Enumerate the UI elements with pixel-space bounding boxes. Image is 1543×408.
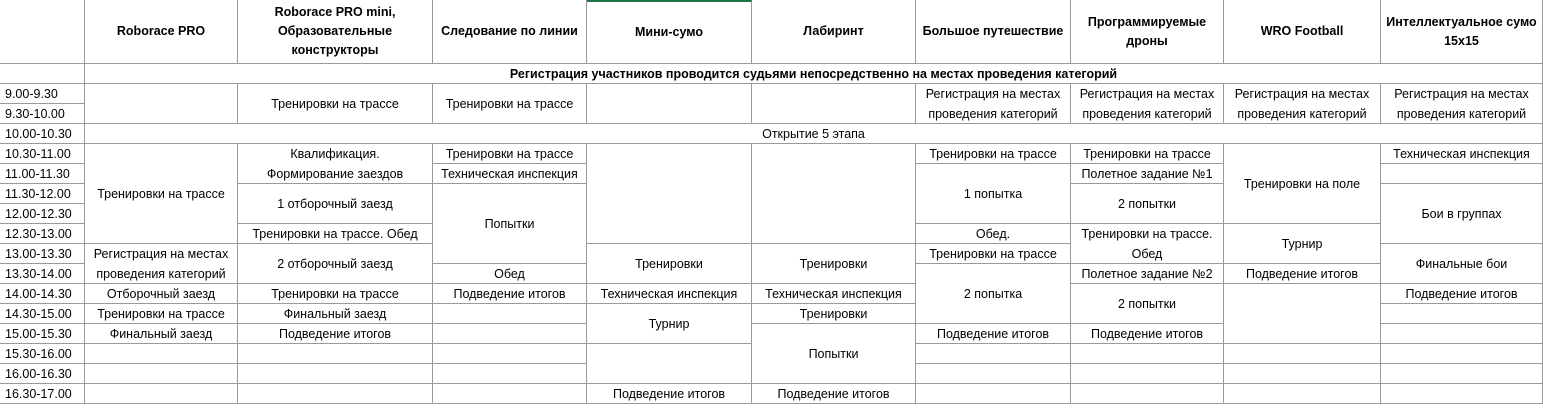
c5-results-text: Подведение итогов (777, 386, 890, 401)
c6-empty[interactable] (916, 384, 1071, 404)
c4-tournament[interactable] (587, 304, 752, 344)
time-cell-text: 12.00-12.30 (5, 206, 72, 221)
c7-training-1030-text: Тренировки на трассе (1083, 146, 1211, 161)
c7-registration-text: проведения категорий (1082, 106, 1212, 121)
c8-tournament-text: Турнир (1281, 236, 1323, 251)
c6-registration-text: Регистрация на местах (925, 86, 1061, 101)
c7-attempts-1[interactable] (1071, 184, 1224, 224)
c4-blank-mid[interactable] (587, 144, 752, 244)
time-cell-text: 9.00-9.30 (5, 86, 58, 101)
time-cell[interactable] (0, 384, 85, 404)
c3-empty[interactable] (433, 344, 587, 364)
c8-blank[interactable] (1224, 284, 1381, 344)
c7-flight-task-1[interactable] (1071, 164, 1224, 184)
registration-banner[interactable] (85, 64, 1543, 84)
c3-training-900-text: Тренировки на трассе (445, 96, 574, 111)
c4-training[interactable] (587, 244, 752, 284)
header-wro-football-text: WRO Football (1260, 24, 1344, 38)
header-big-journey-text: Большое путешествие (922, 24, 1064, 38)
c9-inspection-text: Техническая инспекция (1393, 146, 1530, 161)
c7-results[interactable] (1071, 324, 1224, 344)
c9-empty[interactable] (1381, 164, 1543, 184)
c2-qualification-text: Формирование заездов (266, 166, 404, 181)
c4-empty[interactable] (587, 344, 752, 384)
time-cell[interactable] (0, 304, 85, 324)
header-intellectual-sumo[interactable] (1381, 0, 1543, 64)
c1-empty[interactable] (85, 344, 238, 364)
c4-blank-top[interactable] (587, 84, 752, 124)
c9-empty[interactable] (1381, 324, 1543, 344)
c5-training-1430-text: Тренировки (799, 306, 868, 321)
c9-empty[interactable] (1381, 364, 1543, 384)
c9-final-fights-text: Финальные бои (1415, 256, 1508, 271)
c1-training-1030-text: Тренировки на трассе (97, 186, 225, 201)
time-cell[interactable] (0, 104, 85, 124)
time-cell-text: 14.30-15.00 (5, 306, 72, 321)
c9-group-fights-text: Бои в группах (1421, 206, 1502, 221)
c2-results-text: Подведение итогов (278, 326, 392, 341)
c8-registration[interactable] (1224, 84, 1381, 124)
c9-results[interactable] (1381, 284, 1543, 304)
time-cell-text: 14.00-14.30 (5, 286, 72, 301)
c3-empty[interactable] (433, 324, 587, 344)
opening-cell[interactable] (85, 124, 1543, 144)
c2-empty[interactable] (238, 364, 433, 384)
c7-empty[interactable] (1071, 364, 1224, 384)
c1-qualifying-heat-text: Отборочный заезд (106, 286, 216, 301)
c8-empty[interactable] (1224, 364, 1381, 384)
c7-training-1030[interactable] (1071, 144, 1224, 164)
c3-empty[interactable] (433, 364, 587, 384)
c1-final-heat-text: Финальный заезд (109, 326, 213, 341)
c6-attempt-2[interactable] (916, 264, 1071, 324)
c9-registration[interactable] (1381, 84, 1543, 124)
c5-training-1430[interactable] (752, 304, 916, 324)
c7-attempts-2-text: 2 попытки (1117, 296, 1177, 311)
header-big-journey[interactable] (916, 0, 1071, 64)
c7-registration[interactable] (1071, 84, 1224, 124)
header-wro-football[interactable] (1224, 0, 1381, 64)
c6-lunch-text: Обед. (975, 226, 1011, 241)
c2-training-900[interactable] (238, 84, 433, 124)
c4-results-text: Подведение итогов (612, 386, 726, 401)
c3-inspection[interactable] (433, 164, 587, 184)
c2-qualification[interactable] (238, 144, 433, 184)
c6-attempt-2-text: 2 попытка (963, 286, 1023, 301)
c1-training-1430[interactable] (85, 304, 238, 324)
time-cell[interactable] (0, 124, 85, 144)
c7-empty[interactable] (1071, 344, 1224, 364)
c6-registration[interactable] (916, 84, 1071, 124)
c9-group-fights[interactable] (1381, 184, 1543, 244)
c6-registration-text: проведения категорий (928, 106, 1058, 121)
header-line-following-text: Следование по линии (441, 24, 578, 38)
c9-final-fights[interactable] (1381, 244, 1543, 284)
c8-training-field-text: Тренировки на поле (1243, 176, 1361, 191)
c8-results[interactable] (1224, 264, 1381, 284)
c6-training-1030[interactable] (916, 144, 1071, 164)
time-cell[interactable] (0, 264, 85, 284)
time-cell-text: 13.30-14.00 (5, 266, 72, 281)
c4-inspection[interactable] (587, 284, 752, 304)
c1-empty[interactable] (85, 364, 238, 384)
header-roborace-pro-text: Roborace PRO (116, 24, 206, 38)
c1-training-1030[interactable] (85, 144, 238, 244)
time-cell[interactable] (0, 84, 85, 104)
c4-tournament-text: Турнир (648, 316, 690, 331)
c2-final-heat[interactable] (238, 304, 433, 324)
header-drones[interactable] (1071, 0, 1224, 64)
time-cell-text: 10.30-11.00 (5, 146, 71, 161)
c7-attempts-1-text: 2 попытки (1117, 196, 1177, 211)
time-cell-text: 13.00-13.30 (5, 246, 72, 261)
c8-empty[interactable] (1224, 344, 1381, 364)
c5-inspection[interactable] (752, 284, 916, 304)
c1-registration[interactable] (85, 244, 238, 284)
time-cell[interactable] (0, 224, 85, 244)
time-cell[interactable] (0, 284, 85, 304)
c5-blank-mid[interactable] (752, 144, 916, 244)
c3-empty[interactable] (433, 384, 587, 404)
c3-lunch-text: Обед (494, 266, 525, 281)
c9-empty[interactable] (1381, 384, 1543, 404)
header-mini-sumo[interactable] (587, 0, 752, 64)
time-cell-text: 9.30-10.00 (5, 106, 65, 121)
registration-banner-text: Регистрация участников проводится судьями непосредственно на местах проведения категорий (509, 66, 1118, 81)
c7-results-text: Подведение итогов (1090, 326, 1204, 341)
c2-heat-1-text: 1 отборочный заезд (277, 196, 393, 211)
header-roborace-pro[interactable] (85, 0, 238, 64)
c3-training-1030-text: Тренировки на трассе (445, 146, 574, 161)
header-line-following[interactable] (433, 0, 587, 64)
c7-flight-task-1-text: Полетное задание №1 (1081, 166, 1213, 181)
c9-inspection[interactable] (1381, 144, 1543, 164)
header-mini-sumo-text: Мини-сумо (635, 25, 703, 39)
c5-attempts[interactable] (752, 324, 916, 384)
c1-registration-text: Регистрация на местах (93, 246, 229, 261)
c1-registration-text: проведения категорий (96, 266, 226, 281)
c3-attempts[interactable] (433, 184, 587, 264)
c7-attempts-2[interactable] (1071, 284, 1224, 324)
c5-training-1300-text: Тренировки (799, 256, 868, 271)
c7-registration-text: Регистрация на местах (1079, 86, 1215, 101)
header-intellectual-sumo-text: Интеллектуальное сумо 15х15 (1386, 14, 1537, 48)
c6-lunch[interactable] (916, 224, 1071, 244)
c1-blank-top[interactable] (85, 84, 238, 124)
c8-registration-text: Регистрация на местах (1234, 86, 1370, 101)
c1-final-heat[interactable] (85, 324, 238, 344)
c8-tournament[interactable] (1224, 224, 1381, 264)
c2-training-900-text: Тренировки на трассе (271, 96, 399, 111)
c7-training-lunch-text: Тренировки на трассе. (1081, 226, 1213, 241)
c2-empty[interactable] (238, 344, 433, 364)
c3-attempts-text: Попытки (484, 216, 535, 231)
time-cell-text: 10.00-10.30 (5, 126, 72, 141)
header-labyrinth[interactable] (752, 0, 916, 64)
c9-empty[interactable] (1381, 304, 1543, 324)
time-cell-text: 16.00-16.30 (5, 366, 72, 381)
time-cell-text: 12.30-13.00 (5, 226, 72, 241)
c5-inspection-text: Техническая инспекция (765, 286, 902, 301)
c3-results[interactable] (433, 284, 587, 304)
c4-training-text: Тренировки (635, 256, 703, 271)
c2-heat-2[interactable] (238, 244, 433, 284)
time-cell-text: 16.30-17.00 (5, 386, 72, 401)
c3-inspection-text: Техническая инспекция (441, 166, 578, 181)
c6-attempt-1-text: 1 попытка (963, 186, 1023, 201)
c6-attempt-1[interactable] (916, 164, 1071, 224)
c6-empty[interactable] (916, 344, 1071, 364)
c1-training-1430-text: Тренировки на трассе (97, 306, 225, 321)
c3-results-text: Подведение итогов (453, 286, 566, 301)
c2-training-1400-text: Тренировки на трассе (271, 286, 399, 301)
time-cell-text: 11.30-12.00 (5, 186, 71, 201)
c2-heat-2-text: 2 отборочный заезд (277, 256, 393, 271)
c6-results[interactable] (916, 324, 1071, 344)
c7-training-lunch[interactable] (1071, 224, 1224, 264)
c8-training-field[interactable] (1224, 144, 1381, 224)
c2-training-lunch[interactable] (238, 224, 433, 244)
c5-results[interactable] (752, 384, 916, 404)
c2-qualification-text: Квалификация. (290, 146, 380, 161)
c4-results[interactable] (587, 384, 752, 404)
c3-training-1030[interactable] (433, 144, 587, 164)
time-cell-text: 11.00-11.30 (5, 166, 70, 181)
c9-results-text: Подведение итогов (1405, 286, 1518, 301)
c8-results-text: Подведение итогов (1245, 266, 1359, 281)
c4-inspection-text: Техническая инспекция (600, 286, 738, 301)
time-cell[interactable] (0, 144, 85, 164)
c7-flight-task-2-text: Полетное задание №2 (1081, 266, 1213, 281)
c2-final-heat-text: Финальный заезд (283, 306, 387, 321)
c7-empty[interactable] (1071, 384, 1224, 404)
c3-empty[interactable] (433, 304, 587, 324)
c2-heat-1[interactable] (238, 184, 433, 224)
c2-training-1400[interactable] (238, 284, 433, 304)
header-labyrinth-text: Лабиринт (803, 24, 864, 38)
c8-registration-text: проведения категорий (1237, 106, 1367, 121)
c6-training-1300-text: Тренировки на трассе (929, 246, 1057, 261)
c6-training-1030-text: Тренировки на трассе (929, 146, 1057, 161)
c2-training-lunch-text: Тренировки на трассе. Обед (252, 226, 418, 241)
c9-registration-text: проведения категорий (1396, 106, 1527, 121)
c5-attempts-text: Попытки (808, 346, 859, 361)
c2-results[interactable] (238, 324, 433, 344)
corner-cell[interactable] (0, 0, 85, 64)
time-cell-text: 15.00-15.30 (5, 326, 72, 341)
c6-results-text: Подведение итогов (936, 326, 1050, 341)
c6-training-1300[interactable] (916, 244, 1071, 264)
c3-training-900[interactable] (433, 84, 587, 124)
c1-empty[interactable] (85, 384, 238, 404)
header-roborace-mini-text: Roborace PRO mini, Образовательные конструкторы (274, 5, 396, 57)
c1-qualifying-heat[interactable] (85, 284, 238, 304)
c8-empty[interactable] (1224, 384, 1381, 404)
time-cell[interactable] (0, 184, 85, 204)
time-cell[interactable] (0, 364, 85, 384)
time-cell[interactable] (0, 324, 85, 344)
header-drones-text: Программируемые дроны (1087, 14, 1207, 48)
time-cell[interactable] (0, 164, 85, 184)
time-cell[interactable] (0, 344, 85, 364)
c2-empty[interactable] (238, 384, 433, 404)
c9-empty[interactable] (1381, 344, 1543, 364)
header-roborace-mini[interactable] (238, 0, 433, 64)
c3-lunch[interactable] (433, 264, 587, 284)
c7-training-lunch-text: Обед (1131, 246, 1163, 261)
banner-corner[interactable] (0, 64, 85, 84)
time-cell[interactable] (0, 244, 85, 264)
c7-flight-task-2[interactable] (1071, 264, 1224, 284)
c5-blank-top[interactable] (752, 84, 916, 124)
time-cell-text: 15.30-16.00 (5, 346, 72, 361)
c9-registration-text: Регистрация на местах (1394, 86, 1529, 101)
opening-cell-text: Открытие 5 этапа (762, 126, 865, 141)
time-cell[interactable] (0, 204, 85, 224)
c6-empty[interactable] (916, 364, 1071, 384)
c5-training-1300[interactable] (752, 244, 916, 284)
